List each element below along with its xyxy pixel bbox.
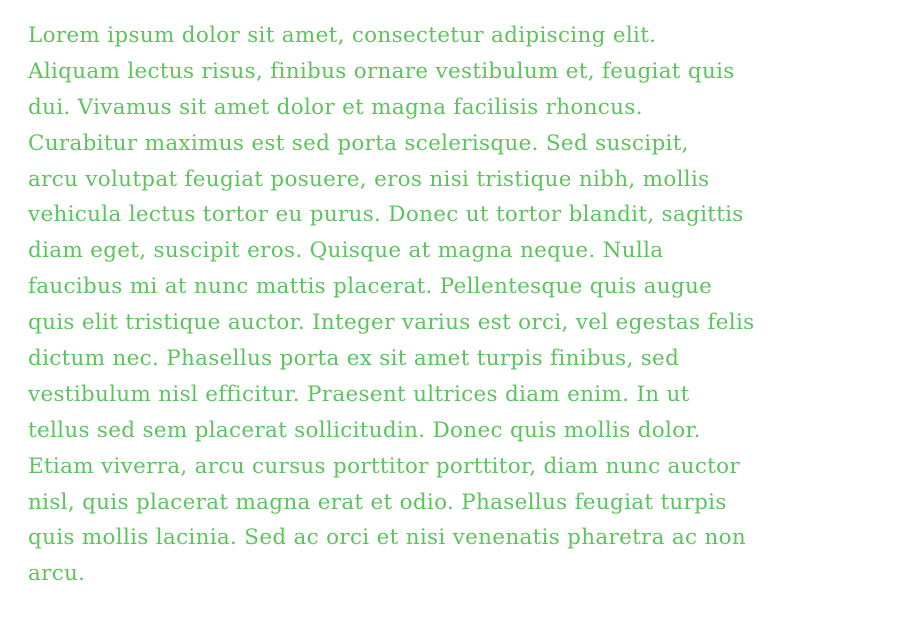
paragraph-line: Curabitur maximus est sed porta scelerisque. Sed suscipit, [28,130,689,156]
paragraph-line: quis elit tristique auctor. Integer varius est orci, vel egestas felis [28,310,755,336]
paragraph-line: dictum nec. Phasellus porta ex sit amet turpis finibus, sed [28,346,680,372]
paragraph-line: diam eget, suscipit eros. Quisque at magna neque. Nulla [28,238,664,264]
paragraph-line: tellus sed sem placerat sollicitudin. Donec quis mollis dolor. [28,417,701,443]
paragraph-line: nisl, quis placerat magna erat et odio. Phasellus feugiat turpis [28,489,727,515]
paragraph-line: Etiam viverra, arcu cursus porttitor porttitor, diam nunc auctor [28,453,740,479]
paragraph-line: arcu volutpat feugiat posuere, eros nisi tristique nibh, mollis [28,166,710,192]
paragraph-line: quis mollis lacinia. Sed ac orci et nisi venenatis pharetra ac non [28,525,747,551]
paragraph-line: vestibulum nisl efficitur. Praesent ultrices diam enim. In ut [28,381,690,407]
body-paragraph [28,18,878,592]
paragraph-line: Lorem ipsum dolor sit amet, consectetur adipiscing elit. [28,23,657,48]
paragraph-line: faucibus mi at nunc mattis placerat. Pellentesque quis augue [28,274,713,300]
paragraph-line: vehicula lectus tortor eu purus. Donec ut tortor blandit, sagittis [28,202,744,228]
paragraph-line: dui. Vivamus sit amet dolor et magna facilisis rhoncus. [28,94,643,120]
paragraph-line: arcu. [28,561,86,587]
paragraph-line: Aliquam lectus risus, finibus ornare vestibulum et, feugiat quis [28,58,735,84]
